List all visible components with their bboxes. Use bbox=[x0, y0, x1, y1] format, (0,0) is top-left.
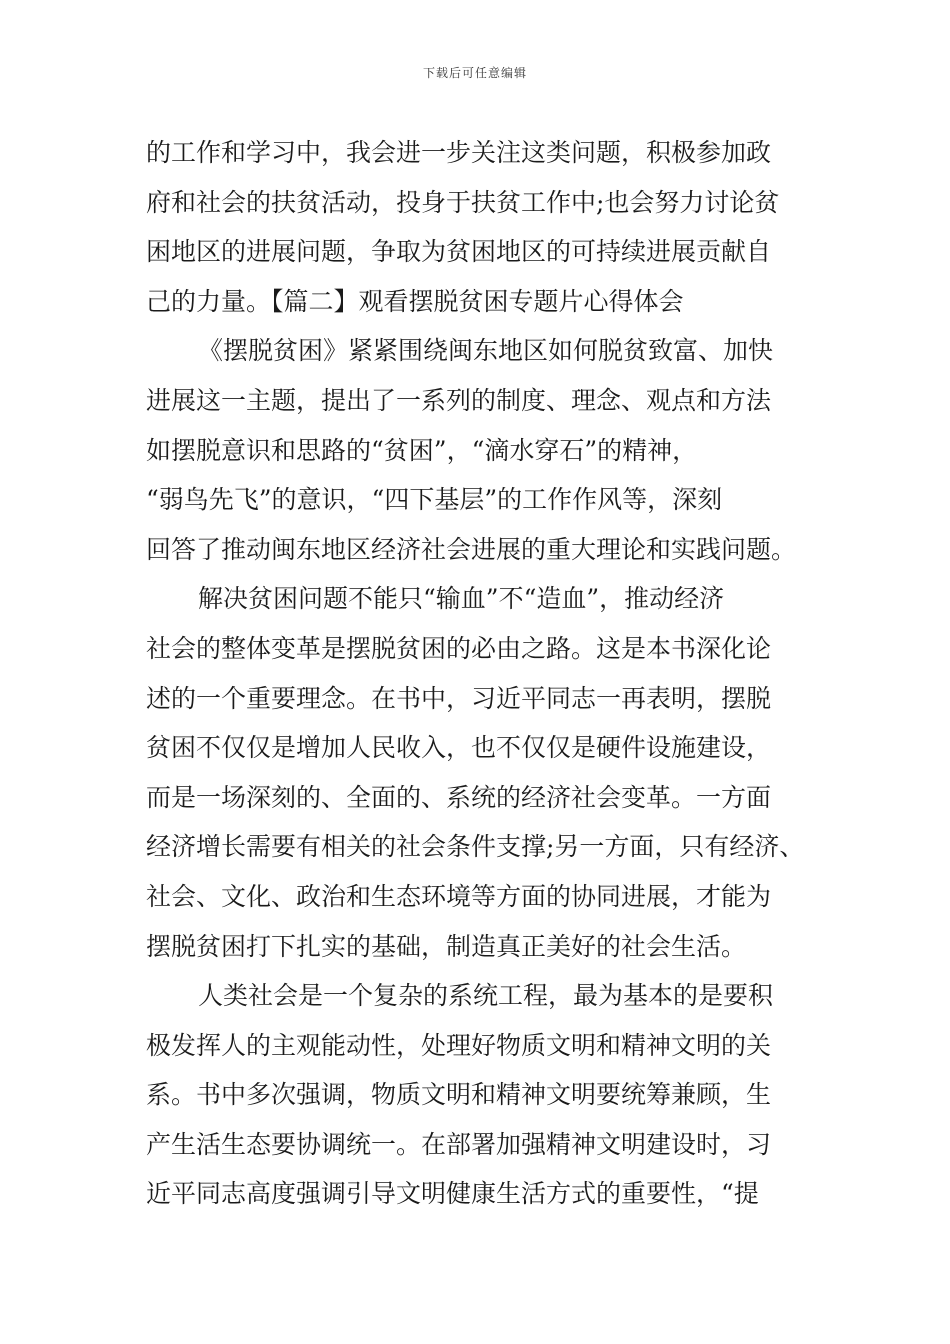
page-header: 下载后可任意编辑 bbox=[422, 66, 527, 80]
text-line: 府和社会的扶贫活动，投身于扶贫工作中;也会努力讨论贫 bbox=[146, 187, 780, 217]
text-line: 系。书中多次强调，物质文明和精神文明要统筹兼顾，生 bbox=[146, 1080, 772, 1110]
text-line: 进展这一主题，提出了一系列的制度、理念、观点和方法 bbox=[146, 385, 772, 415]
text-line: 极发挥人的主观能动性，处理好物质文明和精神文明的关 bbox=[146, 1030, 772, 1060]
text-line: 贫困不仅仅是增加人民收入，也不仅仅是硬件设施建设， bbox=[146, 733, 772, 763]
text-line: 摆脱贫困打下扎实的基础，制造真正美好的社会生活。 bbox=[146, 931, 747, 961]
text-line: 困地区的进展问题，争取为贫困地区的可持续进展贡献自 bbox=[146, 237, 772, 267]
text-line: 而是一场深刻的、全面的、系统的经济社会变革。一方面 bbox=[146, 782, 772, 812]
text-line: 社会的整体变革是摆脱贫困的必由之路。这是本书深化论 bbox=[146, 633, 772, 663]
text-line: 述的一个重要理念。在书中，习近平同志一再表明，摆脱 bbox=[146, 683, 772, 713]
text-line: 经济增长需要有相关的社会条件支撑;另一方面，只有经济、 bbox=[146, 832, 805, 862]
text-line: 回答了推动闽东地区经济社会进展的重大理论和实践问题。 bbox=[146, 534, 797, 564]
paragraph-start-line: 解决贫困问题不能只“输血”不“造血”，推动经济 bbox=[198, 584, 725, 614]
document-body bbox=[146, 128, 826, 1219]
text-line: 社会、文化、政治和生态环境等方面的协同进展，才能为 bbox=[146, 881, 772, 911]
text-line: 己的力量。【篇二】观看摆脱贫困专题片心得体会 bbox=[146, 286, 684, 316]
text-line: 近平同志高度强调引导文明健康生活方式的重要性，“提 bbox=[146, 1179, 759, 1209]
text-line: “弱鸟先飞”的意识，“四下基层”的工作作风等，深刻 bbox=[146, 485, 723, 515]
text-line: 产生活生态要协调统一。在部署加强精神文明建设时，习 bbox=[146, 1129, 772, 1159]
text-line: 的工作和学习中，我会进一步关注这类问题，积极参加政 bbox=[146, 138, 772, 167]
paragraph-start-line: 《摆脱贫困》紧紧围绕闽东地区如何脱贫致富、加快 bbox=[198, 336, 774, 366]
paragraph-start-line: 人类社会是一个复杂的系统工程，最为基本的是要积 bbox=[198, 981, 774, 1011]
text-line: 如摆脱意识和思路的“贫困”，“滴水穿石”的精神， bbox=[146, 435, 698, 465]
